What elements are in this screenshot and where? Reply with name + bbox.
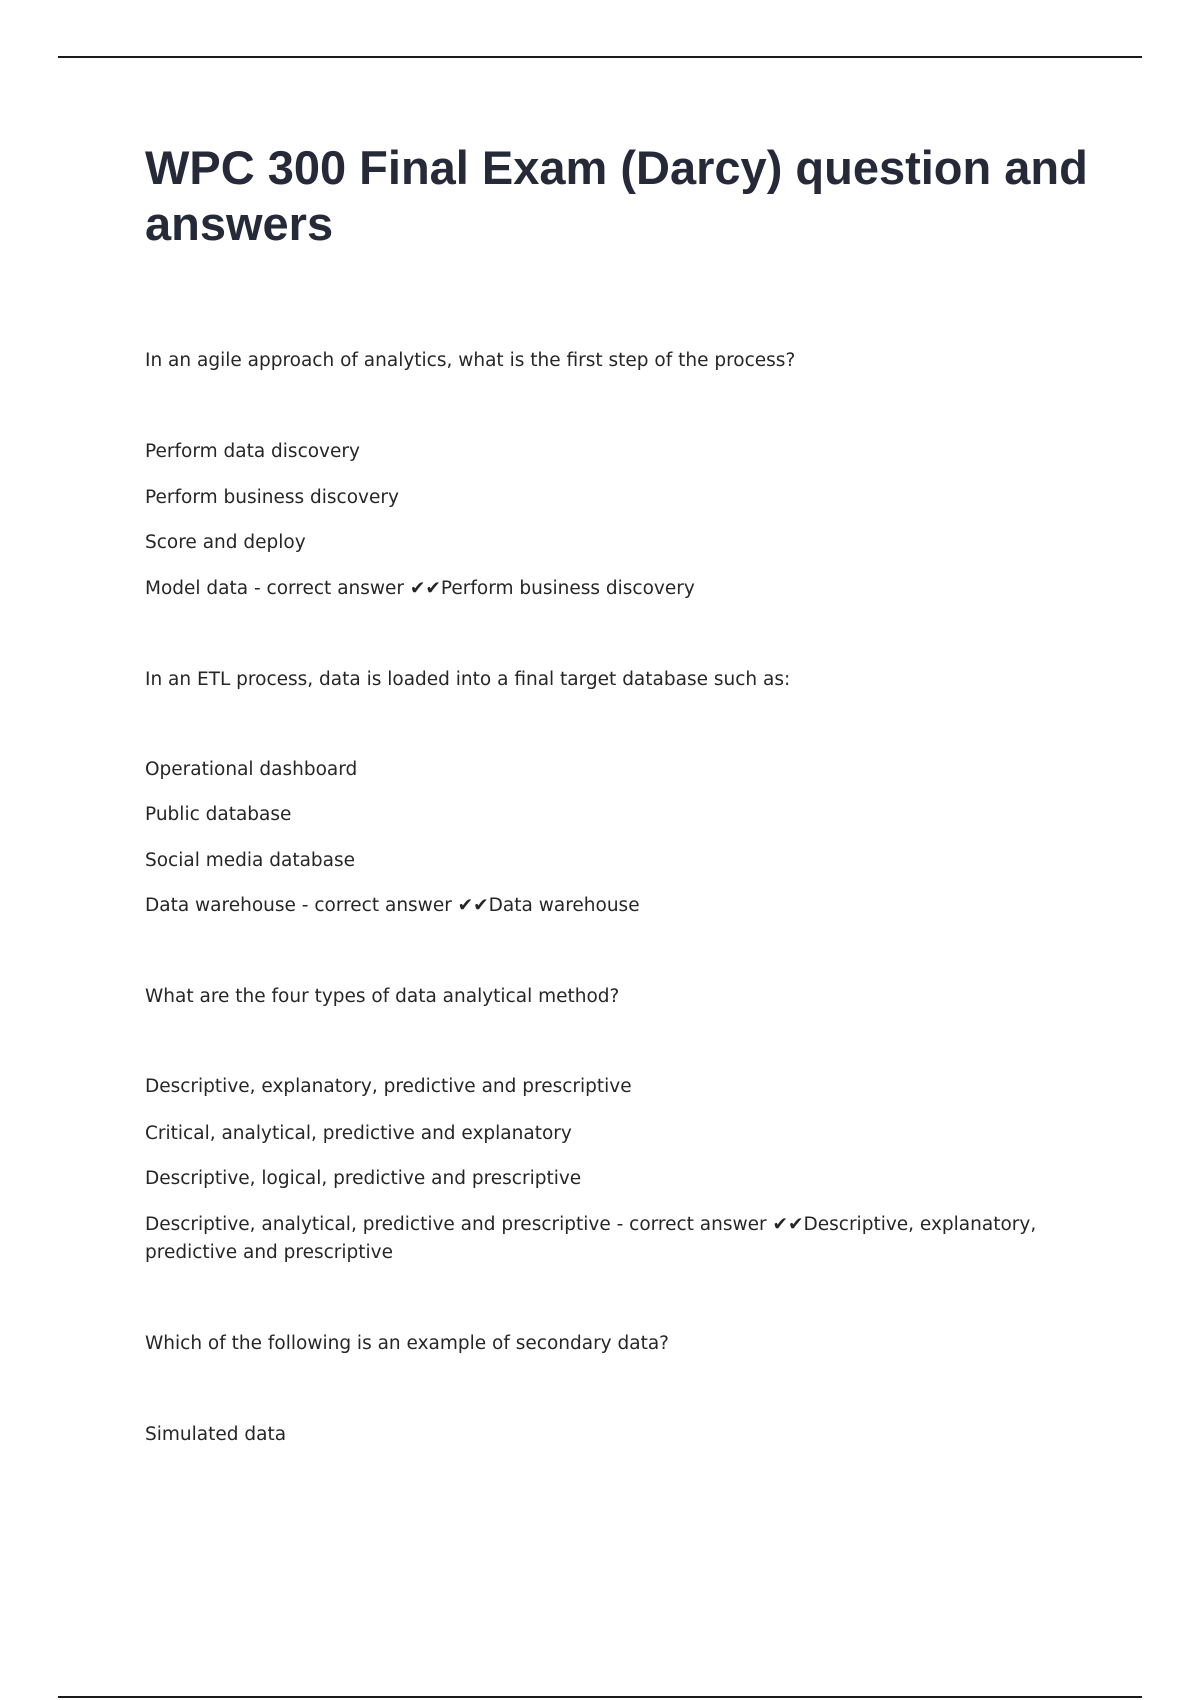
question-1-option-1: Perform data discovery (145, 441, 360, 462)
question-3-answer: Descriptive, analytical, predictive and prescriptive - correct answer ✔✔Descriptive, explanatory, predictive and prescriptive (145, 1214, 1037, 1263)
question-2-option-1: Operational dashboard (145, 759, 358, 780)
bottom-divider (58, 1696, 1142, 1698)
question-4-option-1: Simulated data (145, 1424, 287, 1445)
page-title: WPC 300 Final Exam (Darcy) question and answers (145, 141, 1088, 250)
question-2-option-3: Social media database (145, 850, 356, 871)
question-3-option-1: Descriptive, explanatory, predictive and prescriptive (145, 1076, 632, 1097)
question-3-option-2: Critical, analytical, predictive and explanatory (145, 1123, 572, 1144)
question-2: In an ETL process, data is loaded into a final target database such as: (145, 669, 791, 690)
top-divider (58, 56, 1142, 58)
question-2-option-2: Public database (145, 804, 292, 825)
question-1-option-3: Score and deploy (145, 532, 306, 553)
question-1-answer: Model data - correct answer ✔✔Perform business discovery (145, 578, 695, 599)
question-2-answer: Data warehouse - correct answer ✔✔Data warehouse (145, 895, 640, 916)
question-1-option-2: Perform business discovery (145, 487, 399, 508)
question-4: Which of the following is an example of secondary data? (145, 1333, 669, 1354)
question-3: What are the four types of data analytical method? (145, 986, 620, 1007)
question-1: In an agile approach of analytics, what is the first step of the process? (145, 350, 796, 371)
question-3-option-3: Descriptive, logical, predictive and prescriptive (145, 1168, 582, 1189)
